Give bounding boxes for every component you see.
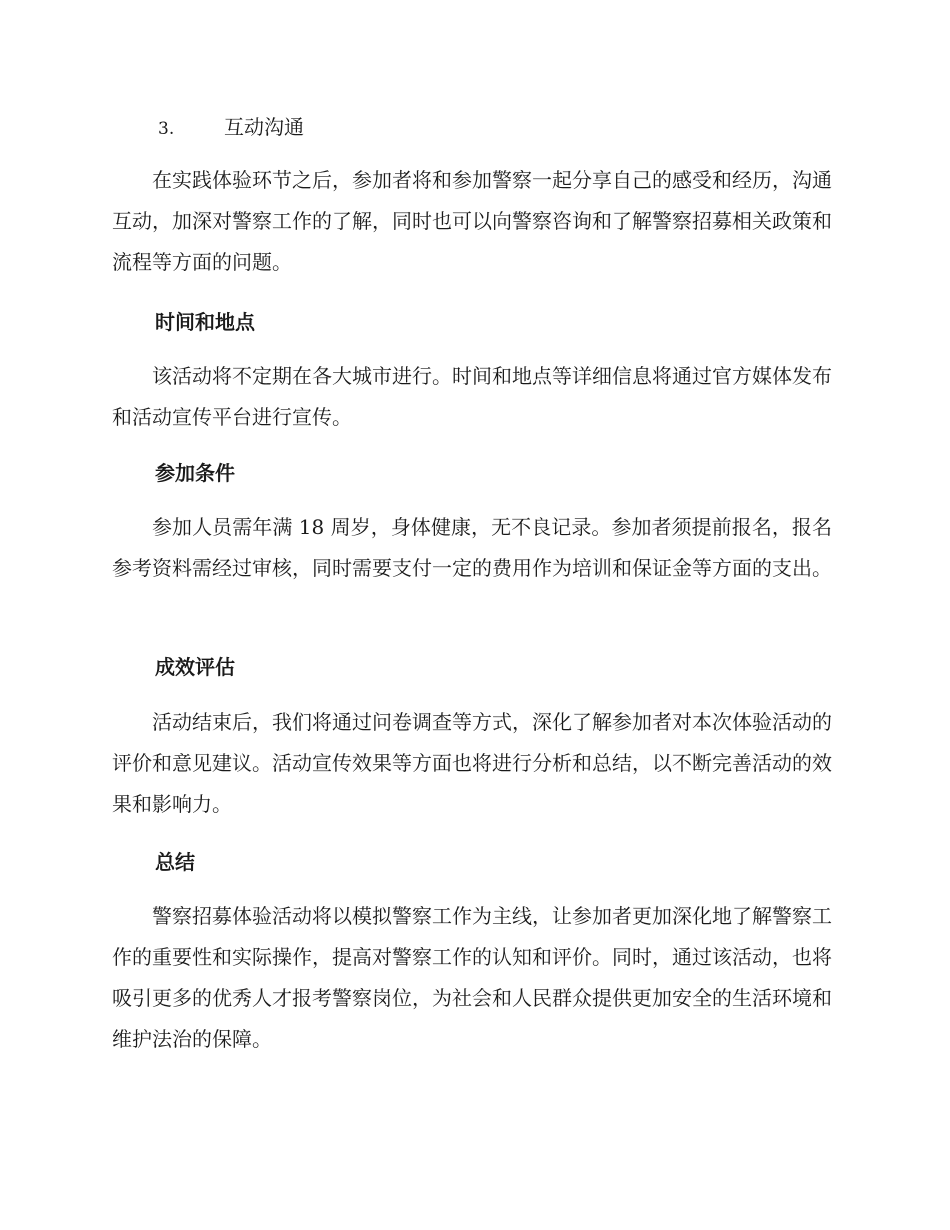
heading-evaluation: 成效评估 (155, 655, 235, 679)
paragraph-interaction: 在实践体验环节之后，参加者将和参加警察一起分享自己的感受和经历，沟通互动，加深对警察工作的了解，同时也可以向警察咨询和了解警察招募相关政策和流程等方面的问题。 (112, 168, 832, 274)
paragraph-summary: 警察招募体验活动将以模拟警察工作为主线，让参加者更加深化地了解警察工作的重要性和实际操作，提高对警察工作的认知和评价。同时，通过该活动，也将吸引更多的优秀人才报考警察岗位，为社会和人民群众提供更加安全的生活环境和维护法治的保障。 (112, 904, 832, 1051)
heading-summary: 总结 (155, 850, 195, 874)
list-number: 3. (158, 119, 175, 139)
paragraph-time-place: 该活动将不定期在各大城市进行。时间和地点等详细信息将通过官方媒体发布和活动宣传平台进行宣传。 (112, 364, 832, 429)
paragraph-conditions: 参加人员需年满 18 周岁，身体健康，无不良记录。参加者须提前报名，报名参考资料需经过审核，同时需要支付一定的费用作为培训和保证金等方面的支出。 (112, 515, 832, 580)
heading-time-place: 时间和地点 (155, 310, 255, 334)
list-item-interaction (158, 112, 304, 142)
paragraph-evaluation: 活动结束后，我们将通过问卷调查等方式，深化了解参加者对本次体验活动的评价和意见建议。活动宣传效果等方面也将进行分析和总结，以不断完善活动的效果和影响力。 (112, 710, 832, 816)
list-title: 互动沟通 (224, 115, 304, 139)
heading-conditions: 参加条件 (155, 461, 235, 485)
